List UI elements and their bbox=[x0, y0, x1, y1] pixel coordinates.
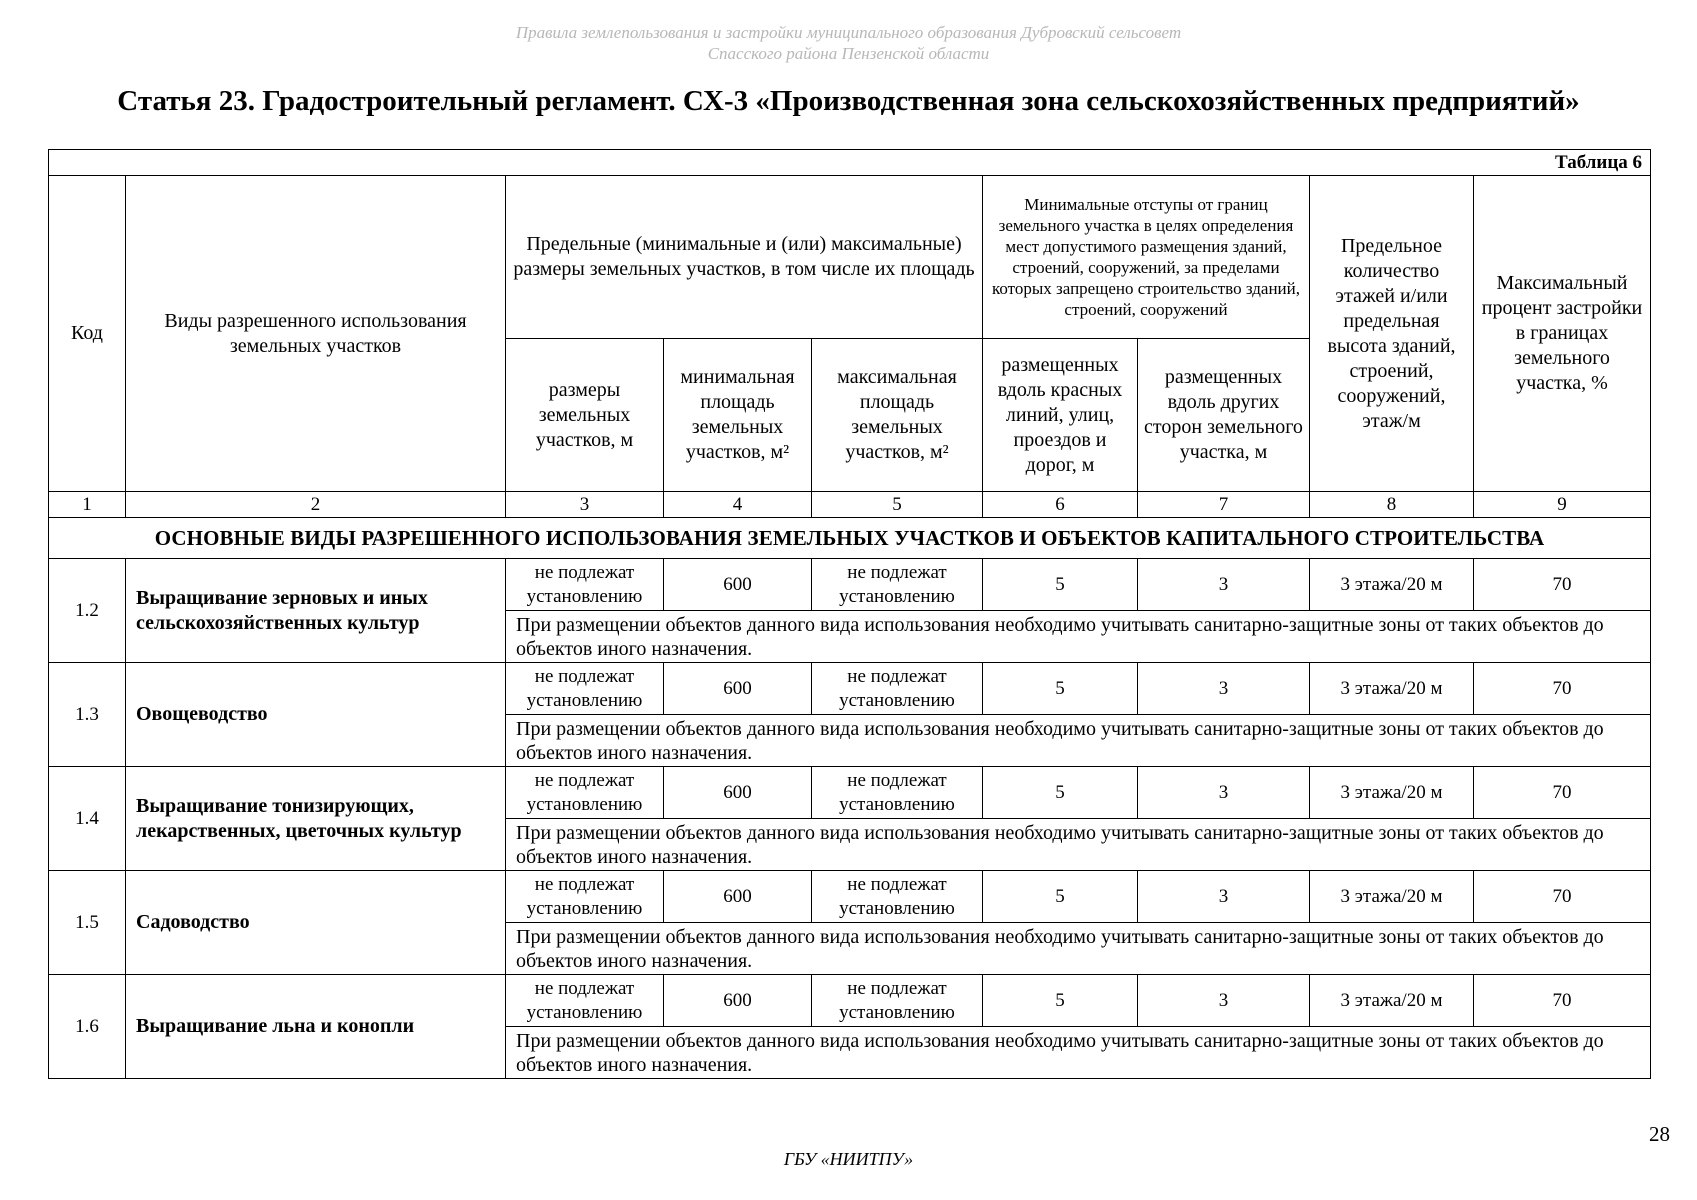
column-number: 7 bbox=[1138, 492, 1310, 518]
row-floors: 3 этажа/20 м bbox=[1310, 975, 1474, 1027]
row-code: 1.5 bbox=[49, 871, 126, 975]
row-setback-other: 3 bbox=[1138, 559, 1310, 611]
header-floors: Предельное количество этажей и/или предельная высота зданий, строений, сооружений, этаж/м bbox=[1310, 176, 1474, 492]
column-number: 4 bbox=[664, 492, 812, 518]
row-note: При размещении объектов данного вида использования необходимо учитывать санитарно-защитные зоны от таких объектов до объектов иного назначения. bbox=[506, 1027, 1651, 1079]
row-note: При размещении объектов данного вида использования необходимо учитывать санитарно-защитные зоны от таких объектов до объектов иного назначения. bbox=[506, 611, 1651, 663]
row-max-area: не подлежат установлению bbox=[812, 767, 983, 819]
regulation-table bbox=[48, 149, 1651, 1079]
row-floors: 3 этажа/20 м bbox=[1310, 663, 1474, 715]
row-coverage: 70 bbox=[1474, 871, 1651, 923]
column-number: 9 bbox=[1474, 492, 1651, 518]
row-coverage: 70 bbox=[1474, 559, 1651, 611]
column-number: 6 bbox=[983, 492, 1138, 518]
row-floors: 3 этажа/20 м bbox=[1310, 767, 1474, 819]
row-plot-size: не подлежат установлению bbox=[506, 663, 664, 715]
table-row bbox=[49, 559, 1651, 611]
header-plot-sizes: размеры земельных участков, м bbox=[506, 339, 664, 492]
row-coverage: 70 bbox=[1474, 975, 1651, 1027]
column-number: 3 bbox=[506, 492, 664, 518]
row-plot-size: не подлежат установлению bbox=[506, 767, 664, 819]
footer: ГБУ «НИИТПУ» bbox=[783, 1149, 914, 1169]
table-row bbox=[49, 975, 1651, 1027]
row-min-area: 600 bbox=[664, 767, 812, 819]
page-title: Статья 23. Градостроительный регламент. СХ-3 «Производственная зона сельскохозяйственных предприятий» bbox=[117, 85, 1580, 117]
column-number: 8 bbox=[1310, 492, 1474, 518]
row-setback-red: 5 bbox=[983, 559, 1138, 611]
header-along-red-lines: размещенных вдоль красных линий, улиц, проездов и дорог, м bbox=[983, 339, 1138, 492]
row-floors: 3 этажа/20 м bbox=[1310, 559, 1474, 611]
header-min-area: минимальная площадь земельных участков, м² bbox=[664, 339, 812, 492]
row-plot-size: не подлежат установлению bbox=[506, 975, 664, 1027]
header-code: Код bbox=[49, 176, 126, 492]
row-setback-other: 3 bbox=[1138, 663, 1310, 715]
row-setback-red: 5 bbox=[983, 975, 1138, 1027]
row-code: 1.6 bbox=[49, 975, 126, 1079]
running-header-line-2: Спасского района Пензенской области bbox=[707, 44, 990, 63]
row-use-name: Выращивание льна и конопли bbox=[126, 975, 506, 1079]
row-use-name: Выращивание тонизирующих, лекарственных, цветочных культур bbox=[126, 767, 506, 871]
running-header-line-1: Правила землепользования и застройки муниципального образования Дубровский сельсовет bbox=[515, 23, 1182, 42]
header-size-limits: Предельные (минимальные и (или) максимальные) размеры земельных участков, в том числе их площадь bbox=[506, 176, 983, 339]
row-use-name: Садоводство bbox=[126, 871, 506, 975]
header-setbacks: Минимальные отступы от границ земельного участка в целях определения мест допустимого размещения зданий, строений, сооружений, за пределами которых запрещено строительство зданий, строений, сооружений bbox=[983, 176, 1310, 339]
row-coverage: 70 bbox=[1474, 767, 1651, 819]
row-setback-red: 5 bbox=[983, 663, 1138, 715]
row-use-name: Овощеводство bbox=[126, 663, 506, 767]
table-row bbox=[49, 871, 1651, 923]
row-code: 1.4 bbox=[49, 767, 126, 871]
row-min-area: 600 bbox=[664, 871, 812, 923]
column-number: 2 bbox=[126, 492, 506, 518]
row-note: При размещении объектов данного вида использования необходимо учитывать санитарно-защитные зоны от таких объектов до объектов иного назначения. bbox=[506, 819, 1651, 871]
row-min-area: 600 bbox=[664, 559, 812, 611]
row-plot-size: не подлежат установлению bbox=[506, 871, 664, 923]
table-label-row bbox=[49, 150, 1651, 176]
header-use-types: Виды разрешенного использования земельных участков bbox=[126, 176, 506, 492]
row-note: При размещении объектов данного вида использования необходимо учитывать санитарно-защитные зоны от таких объектов до объектов иного назначения. bbox=[506, 715, 1651, 767]
row-max-area: не подлежат установлению bbox=[812, 559, 983, 611]
row-setback-other: 3 bbox=[1138, 975, 1310, 1027]
row-max-area: не подлежат установлению bbox=[812, 871, 983, 923]
section-header-row bbox=[49, 518, 1651, 559]
table-row bbox=[49, 767, 1651, 819]
table-row bbox=[49, 663, 1651, 715]
row-min-area: 600 bbox=[664, 975, 812, 1027]
row-code: 1.3 bbox=[49, 663, 126, 767]
row-max-area: не подлежат установлению bbox=[812, 663, 983, 715]
table-label: Таблица 6 bbox=[49, 150, 1651, 176]
running-header bbox=[0, 22, 1697, 64]
column-number: 1 bbox=[49, 492, 126, 518]
row-use-name: Выращивание зерновых и иных сельскохозяйственных культур bbox=[126, 559, 506, 663]
column-number: 5 bbox=[812, 492, 983, 518]
row-coverage: 70 bbox=[1474, 663, 1651, 715]
row-setback-other: 3 bbox=[1138, 767, 1310, 819]
row-plot-size: не подлежат установлению bbox=[506, 559, 664, 611]
row-setback-red: 5 bbox=[983, 871, 1138, 923]
row-code: 1.2 bbox=[49, 559, 126, 663]
row-max-area: не подлежат установлению bbox=[812, 975, 983, 1027]
header-max-area: максимальная площадь земельных участков, м² bbox=[812, 339, 983, 492]
header-row-1 bbox=[49, 176, 1651, 339]
header-max-coverage: Максимальный процент застройки в границах земельного участка, % bbox=[1474, 176, 1651, 492]
row-setback-red: 5 bbox=[983, 767, 1138, 819]
section-title: ОСНОВНЫЕ ВИДЫ РАЗРЕШЕННОГО ИСПОЛЬЗОВАНИЯ ЗЕМЕЛЬНЫХ УЧАСТКОВ И ОБЪЕКТОВ КАПИТАЛЬНОГО СТРОИТЕЛЬСТВА bbox=[49, 518, 1651, 559]
row-min-area: 600 bbox=[664, 663, 812, 715]
header-along-other-sides: размещенных вдоль других сторон земельного участка, м bbox=[1138, 339, 1310, 492]
column-number-row bbox=[49, 492, 1651, 518]
row-floors: 3 этажа/20 м bbox=[1310, 871, 1474, 923]
row-setback-other: 3 bbox=[1138, 871, 1310, 923]
row-note: При размещении объектов данного вида использования необходимо учитывать санитарно-защитные зоны от таких объектов до объектов иного назначения. bbox=[506, 923, 1651, 975]
page-number: 28 bbox=[1649, 1122, 1670, 1146]
